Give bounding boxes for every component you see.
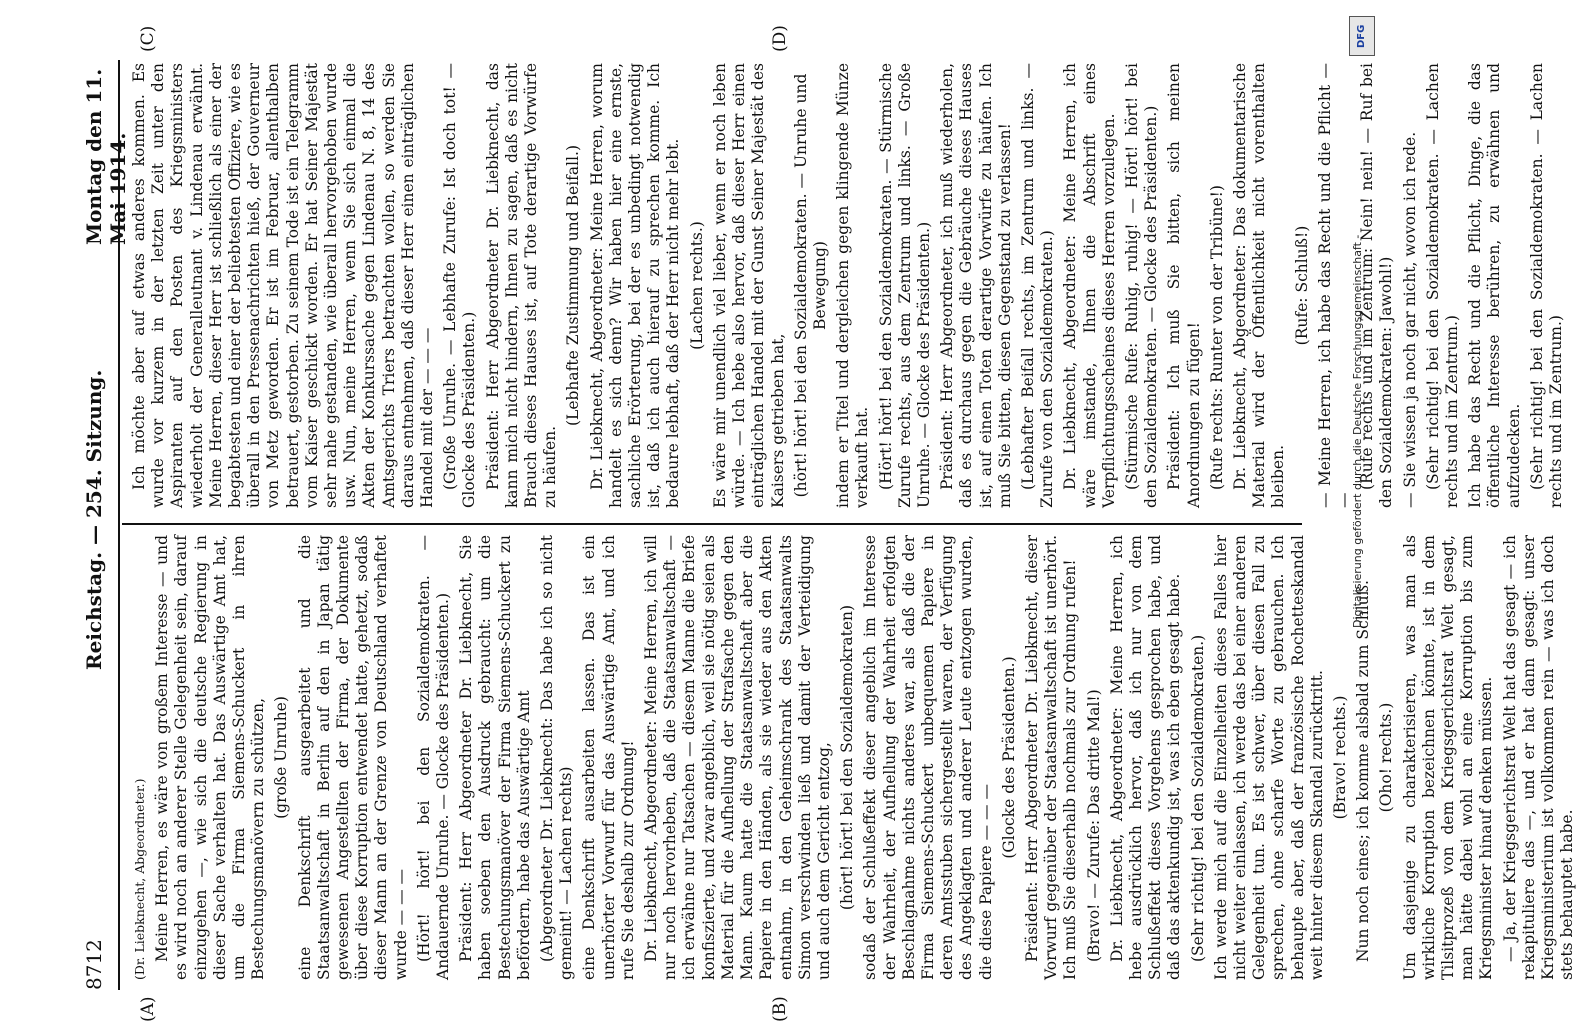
paragraph: Präsident: Ich muß Sie bitten, sich meinen Anordnungen zu fügen! xyxy=(1165,63,1203,508)
paragraph: Präsident: Herr Abgeordneter Dr. Liebknecht, Sie haben soeben den Ausdruck gebraucht: um die Bestechungsmanöver der Firma Siemens-Schuckert zu befördern, habe das Auswärtige Amt xyxy=(457,535,533,980)
paragraph: (Große Unruhe. — Lebhafte Zurufe: Ist doch tot! — Glocke des Präsidenten.) xyxy=(441,63,479,508)
paragraph: Dr. Liebknecht, Abgeordneter: Meine Herren, worum handelt es sich denn? Wir haben hier eine ernste, sachliche Erörterung, bei der es unbedingt notwendig ist, daß ich auch hierauf zu sprechen komme. Ich bedaure lebhaft, daß der Herr nicht mehr lebt. xyxy=(587,63,683,508)
paragraph: sodaß der Schlußeffekt dieser angeblich im Interesse der Wahrheit, der Aufhellung der Wahrheit erfolgten Beschlagnahme nichts anderes war, als daß die der Firma Siemens-Schuckert unbequemen Papiere in deren Amtsstuben sichergestellt waren, der Verfügung des Angeklagten und anderer Leute entzogen wurden, die diese Papiere — — — xyxy=(861,535,995,980)
paragraph: Präsident: Herr Abgeordneter Dr. Liebknecht, dieser Vorwurf gegenüber der Staatsanwaltschaft ist unerhört. Ich muß Sie dieserhalb nochmals zur Ordnung rufen! xyxy=(1022,535,1080,980)
paragraph: (Bravo! rechts.) xyxy=(1330,695,1349,820)
left-text-column xyxy=(130,535,1577,980)
header-right-title: Montag den 11. Mai 1914. xyxy=(82,68,130,245)
paragraph: eine Denkschrift ausgearbeitet und die Staatsanwaltschaft in Berlin auf den in Japan tätig gewesenen Angestellten der Firma, der Dokumente über diese Korruption entwendet hatte, gehetzt, sodaß dieser Mann an der Grenze von Deutschland verhaftet wurde — — — xyxy=(295,535,410,980)
page-header xyxy=(78,60,130,990)
paragraph: (Lachen rechts.) xyxy=(687,221,706,350)
margin-marker-a: (A) xyxy=(138,996,158,1022)
paragraph: — Sie wissen ja noch gar nicht, wovon ich rede. xyxy=(1400,131,1419,508)
paragraph: eine Denkschrift ausarbeiten lassen. Das ist ein unerhörter Vorwurf für das Auswärtige Amt, und ich rufe Sie deshalb zur Ordnung! xyxy=(580,535,637,980)
margin-marker-c: (C) xyxy=(138,25,158,52)
paragraph: (große Unruhe) xyxy=(272,696,291,819)
paragraph: (Dr. Liebknecht, Abgeordneter.) xyxy=(132,778,147,980)
paragraph: (Hört! hört! bei den Sozialdemokraten. — Stürmische Zurufe rechts, aus dem Zentrum und links. — Große Unruhe. — Glocke des Präsidenten.) xyxy=(876,63,933,508)
column-divider xyxy=(122,523,1302,525)
paragraph: (hört! hört! bei den Sozialdemokraten) xyxy=(838,604,857,911)
paragraph: (hört! hört! bei den Sozialdemokraten. — Unruhe und Bewegung) xyxy=(791,73,829,498)
paragraph: Ich möchte aber auf etwas anderes kommen. Es wurde vor kurzem in der letzten Zeit unter den Aspiranten auf den Posten des Kriegsministers wiederholt der Generalleutnant v. Lindenau erwähnt. Meine Herren, dieser Herr ist schließlich als einer der begabtesten und einer der beliebtesten Offiziere, wie es überall in den Pressenachrichten hieß, der Gouverneur von Metz geworden. Er ist im Februar, allenthalben betrauert, gestorben. Zu seinem Tode ist ein Telegramm vom Kaiser geschickt worden. Er hat Seiner Majestät sehr nahe gestanden, wie überall hervorgehoben wurde usw. Nun, meine Herren, wenn Sie sich einmal die Akten der Konkurssache gegen Lindenau N. 8, 14 des Amtsgerichts Triers betrachten wollen, so werden Sie daraus entnehmen, daß dieser Herr einen einträglichen Handel mit der — — — xyxy=(130,63,437,508)
paragraph: Präsident: Herr Abgeordneter, ich muß wiederholen, daß es durchaus gegen die Gebräuche dieses Hauses ist, auf einen Toten derartige Vorwürfe zu häufen. Ich muß Sie bitten, diesen Gegenstand zu verlassen! xyxy=(938,63,1014,508)
paragraph: (Rufe rechts: Runter von der Tribüne!) xyxy=(1207,185,1226,490)
paragraph: Dr. Liebknecht, Abgeordneter: Meine Herren, ich will nur noch hervorheben, daß die Staatsanwaltschaft — ich erwähne nur Tatsachen — diesem Manne die Briefe konfiszierte, und zwar angeblich, weil sie nötig seien als Material für die Aufhellung der Strafsache gegen den Mann. Kaum hatte die Staatsanwaltschaft aber die Papiere in den Händen, als sie wieder aus den Akten entnahm, in den Geheimschrank des Staatsanwalts Simon verschwinden ließ und damit der Verteidigung und auch dem Gericht entzog, xyxy=(642,535,833,980)
paragraph: Dr. Liebknecht, Abgeordneter: Meine Herren, ich wäre imstande, Ihnen die Abschrift eines Verpflichtungsscheines dieses Herren vorzulegen. xyxy=(1061,63,1118,508)
paragraph: Um dasjenige zu charakterisieren, was man als wirkliche Korruption bezeichnen könnte, ist in dem Tilsitprozeß von dem Kriegsgerichtsrat Welt gesagt, man hätte dabei wohl an eine Korruption bis zum Kriegsminister hinauf denken müssen. xyxy=(1400,535,1496,980)
paragraph: (Bravo! — Zurufe: Das dritte Mal!) xyxy=(1084,689,1103,962)
paragraph: Präsident: Herr Abgeordneter Dr. Liebknecht, das kann mich nicht hindern, Ihnen zu sagen, daß es nicht Brauch dieses Hauses ist, auf Tote derartige Vorwürfe zu häufen. xyxy=(483,63,560,508)
digitization-credit: Digitalisierung gefördert durch die Deutsche Forschungsgemeinschaft - xyxy=(1351,234,1364,628)
paragraph: (Oho! rechts.) xyxy=(1377,702,1396,813)
paragraph: Nun noch eines; ich komme alsbald zum Schluß. xyxy=(1354,580,1373,962)
paragraph: (Rufe: Schluß!) xyxy=(1292,225,1311,346)
paragraph: indem er Titel und dergleichen gegen klingende Münze verkauft hat. xyxy=(834,63,872,508)
paragraph: — Meine Herren, ich habe das Recht und die Pflicht — — xyxy=(1315,63,1353,508)
paragraph: (Glocke des Präsidenten.) xyxy=(999,656,1018,859)
paragraph: Meine Herren, es wäre von großem Interesse — und es wird noch an anderer Stelle Gelegenheit sein, darauf einzugehen —, wie sich die deutsche Regierung in dieser Sache verhalten hat. Das Auswärtige Amt hat, um die Firma Siemens-Schuckert in ihren Bestechungsmanövern zu schützen, xyxy=(153,535,268,980)
paragraph: (Sehr richtig! bei den Sozialdemokraten. — Lachen rechts und im Zentrum.) xyxy=(1527,63,1566,508)
paragraph: (Sehr richtig! bei den Sozialdemokraten.) xyxy=(1188,634,1207,962)
paragraph: (Hört! hört! bei den Sozialdemokraten. — Andauernde Unruhe. — Glocke des Präsidenten.) xyxy=(414,535,453,980)
digitization-sidebar xyxy=(1346,8,1378,992)
header-left-title: Reichstag. — 254. Sitzung. xyxy=(82,369,106,670)
paragraph: Dr. Liebknecht, Abgeordneter: Meine Herren, ich hebe ausdrücklich hervor, daß ich nur von dem Schlußeffekt dieses Vorgehens gesprochen habe, und daß das aktenkundig ist, was ich eben gesagt habe. xyxy=(1107,535,1184,980)
dfg-logo: DFG xyxy=(1349,16,1375,56)
paragraph: (Sehr richtig! bei den Sozialdemokraten. — Lachen rechts und im Zentrum.) xyxy=(1423,63,1461,508)
margin-marker-b: (B) xyxy=(770,996,790,1022)
paragraph: (Rufe rechts und im Zentrum: Nein! nein! — Ruf bei den Sozialdemokraten: Jawohl!) xyxy=(1358,63,1396,508)
paragraph: Ich habe das Recht und die Pflicht, Dinge, die das öffentliche Interesse berühren, zu erwähnen und aufzudecken. xyxy=(1466,63,1523,508)
header-rule xyxy=(118,60,120,990)
paragraph: (Stürmische Rufe: Ruhig, ruhig! — Hört! hört! bei den Sozialdemokraten. — Glocke des Präsidenten.) xyxy=(1122,63,1161,508)
paragraph: (Lebhafter Beifall rechts, im Zentrum und links. — Zurufe von den Sozialdemokraten.) xyxy=(1018,63,1057,508)
paragraph: Es wäre mir unendlich viel lieber, wenn er noch leben würde. — Ich hebe also hervor, daß dieser Herr einen einträglichen Handel mit der Gunst Seiner Majestät des Kaisers getrieben hat, xyxy=(710,63,787,508)
paragraph: (Lebhafte Zustimmung und Beifall.) xyxy=(564,144,583,427)
margin-marker-d: (D) xyxy=(770,25,790,52)
paragraph: Dr. Liebknecht, Abgeordneter: Das dokumentarische Material wird der Öffentlichkeit nicht vorenthalten bleiben. xyxy=(1230,63,1288,508)
page-number: 8712 xyxy=(82,939,106,990)
paragraph: Ich werde mich auf die Einzelheiten dieses Falles hier nicht weiter einlassen, ich werde das bei einer anderen Gelegenheit tun. Es ist schwer, über diesen Fall zu sprechen, ohne scharfe Worte zu gebrauchen. Ich behaupte aber, daß der französische Rochetteskandal weit hinter diesem Skandal zurücktritt. xyxy=(1211,535,1326,980)
paragraph: (Abgeordneter Dr. Liebknecht: Das habe ich so nicht gemeint! — Lachen rechts) xyxy=(538,535,576,980)
paragraph: — Ja, der Kriegsgerichtsrat Welt hat das gesagt — ich rekapituliere das —, und er hat dann gesagt: unser Kriegsministerium ist vollkommen rein — was ich doch stets behauptet habe. xyxy=(1500,535,1577,980)
